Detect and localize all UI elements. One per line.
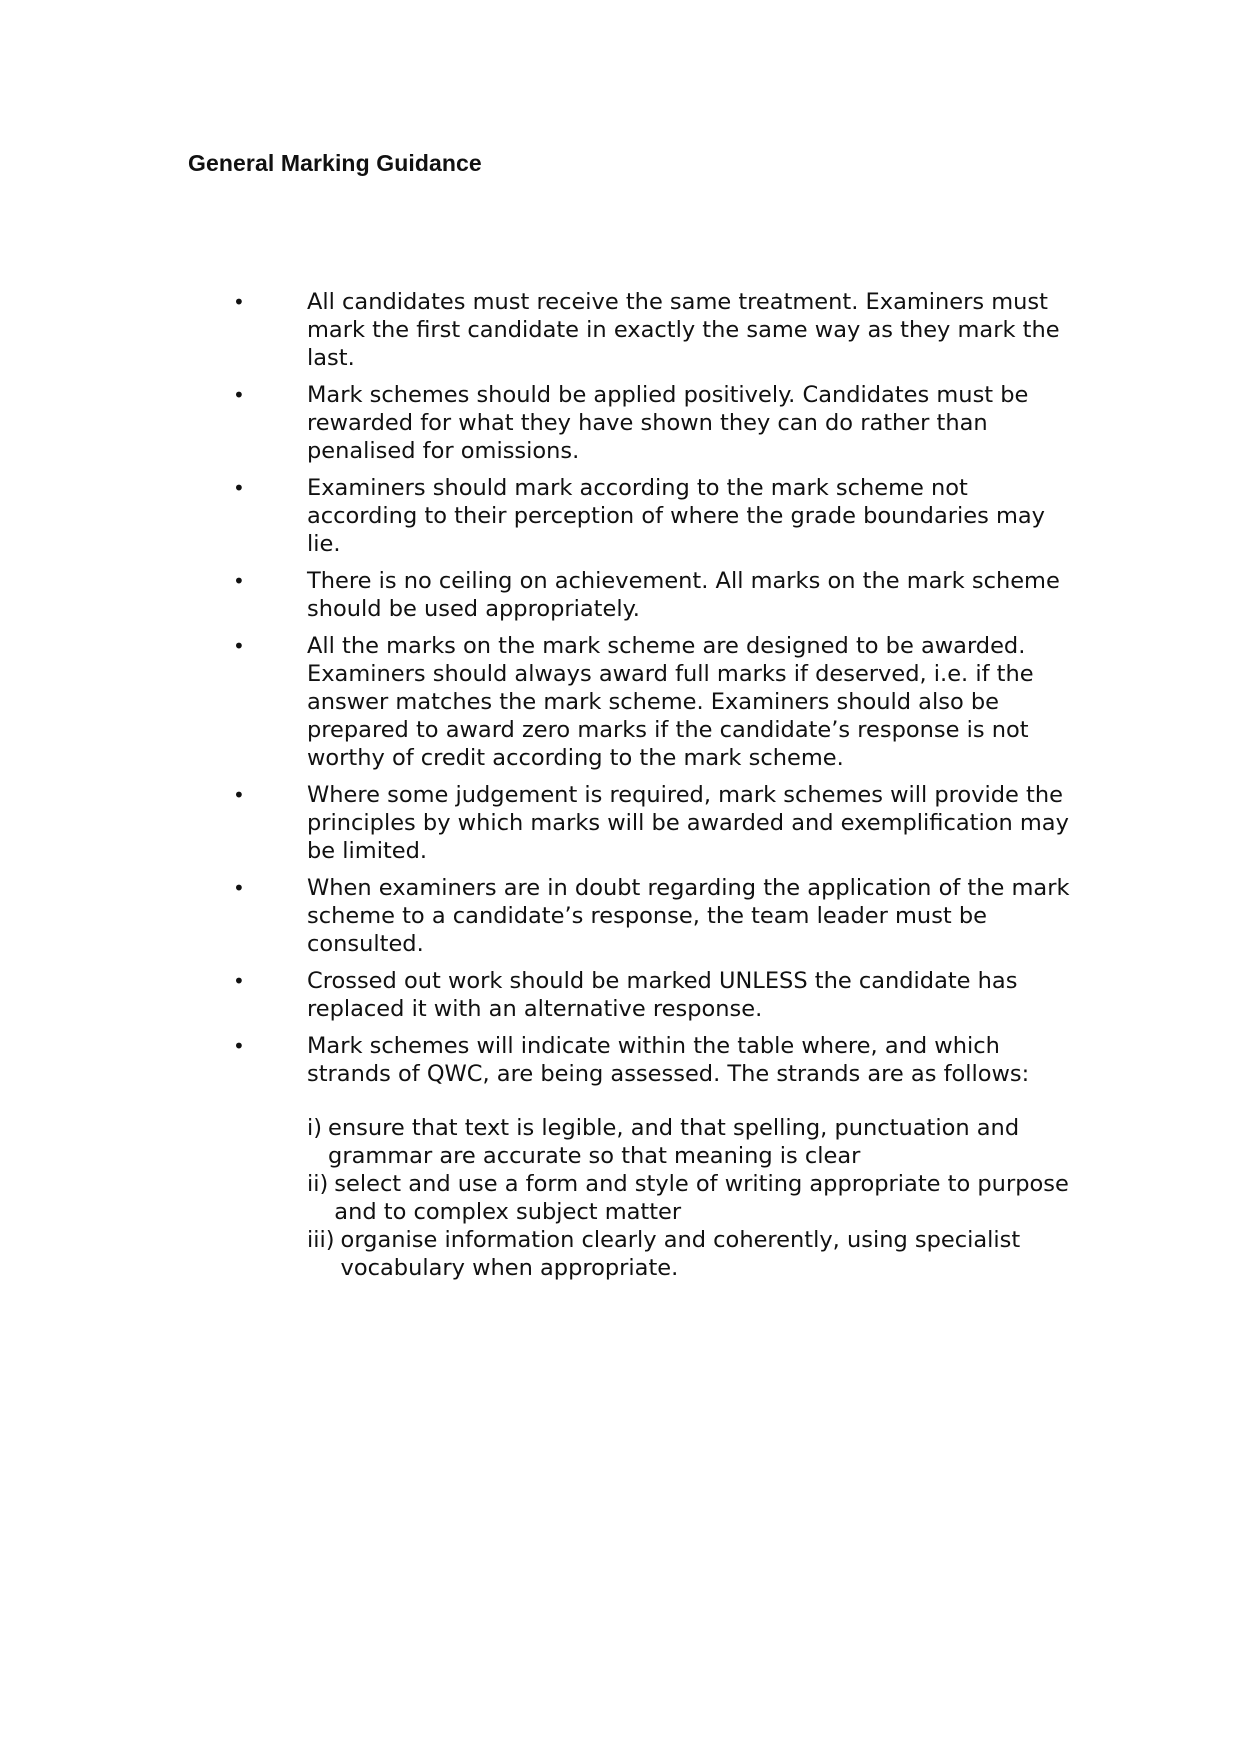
bullet-icon: • — [233, 1034, 245, 1058]
bullet-icon: • — [233, 783, 245, 807]
bullet-icon: • — [233, 290, 245, 314]
list-item-text: Examiners should mark according to the mark scheme not according to their perception of where the grade boundaries may lie. — [307, 475, 1045, 557]
strand-text: organise information clearly and coherently, using specialist vocabulary when appropriate. — [340, 1227, 1021, 1281]
page-heading: General Marking Guidance — [188, 150, 482, 176]
list-item — [225, 1032, 1085, 1282]
list-item — [225, 474, 1085, 558]
list-item-text: Where some judgement is required, mark schemes will provide the principles by which marks will be awarded and exemplification may be limited. — [307, 782, 1069, 864]
bullet-icon: • — [233, 383, 245, 407]
bullet-icon: • — [233, 569, 245, 593]
strand-number: i) — [307, 1115, 323, 1141]
list-item-text: When examiners are in doubt regarding the application of the mark scheme to a candidate’s response, the team leader must be consulted. — [307, 875, 1070, 957]
qwc-strand-item — [307, 1226, 1085, 1282]
list-item-text: Crossed out work should be marked UNLESS the candidate has replaced it with an alternative response. — [307, 968, 1018, 1022]
qwc-strand-item — [307, 1114, 1085, 1170]
list-item — [225, 874, 1085, 958]
qwc-strand-list — [307, 1114, 1085, 1282]
guidance-list — [225, 288, 1085, 1291]
qwc-strand-item — [307, 1170, 1085, 1226]
list-item — [225, 288, 1085, 372]
list-item — [225, 967, 1085, 1023]
strand-number: iii) — [307, 1227, 335, 1253]
strand-text: select and use a form and style of writing appropriate to purpose and to complex subject matter — [334, 1171, 1069, 1225]
list-item-text: All candidates must receive the same treatment. Examiners must mark the first candidate in exactly the same way as they mark the last. — [307, 289, 1060, 371]
list-item-text: All the marks on the mark scheme are designed to be awarded. Examiners should always award full marks if deserved, i.e. if the answer matches the mark scheme. Examiners should also be prepared to award zero marks if the candidate’s response is not worthy of credit according to the mark scheme. — [307, 633, 1034, 771]
list-item — [225, 567, 1085, 623]
bullet-icon: • — [233, 876, 245, 900]
list-item — [225, 632, 1085, 772]
list-item — [225, 381, 1085, 465]
strand-text: ensure that text is legible, and that spelling, punctuation and grammar are accurate so that meaning is clear — [328, 1115, 1020, 1169]
list-item — [225, 781, 1085, 865]
bullet-icon: • — [233, 969, 245, 993]
list-item-text: There is no ceiling on achievement. All marks on the mark scheme should be used appropriately. — [307, 568, 1060, 622]
list-item-text: Mark schemes will indicate within the table where, and which strands of QWC, are being assessed. The strands are as follows: — [307, 1033, 1030, 1087]
bullet-icon: • — [233, 634, 245, 658]
list-item-text: Mark schemes should be applied positively. Candidates must be rewarded for what they have shown they can do rather than penalised for omissions. — [307, 382, 1029, 464]
strand-number: ii) — [307, 1171, 329, 1197]
bullet-icon: • — [233, 476, 245, 500]
